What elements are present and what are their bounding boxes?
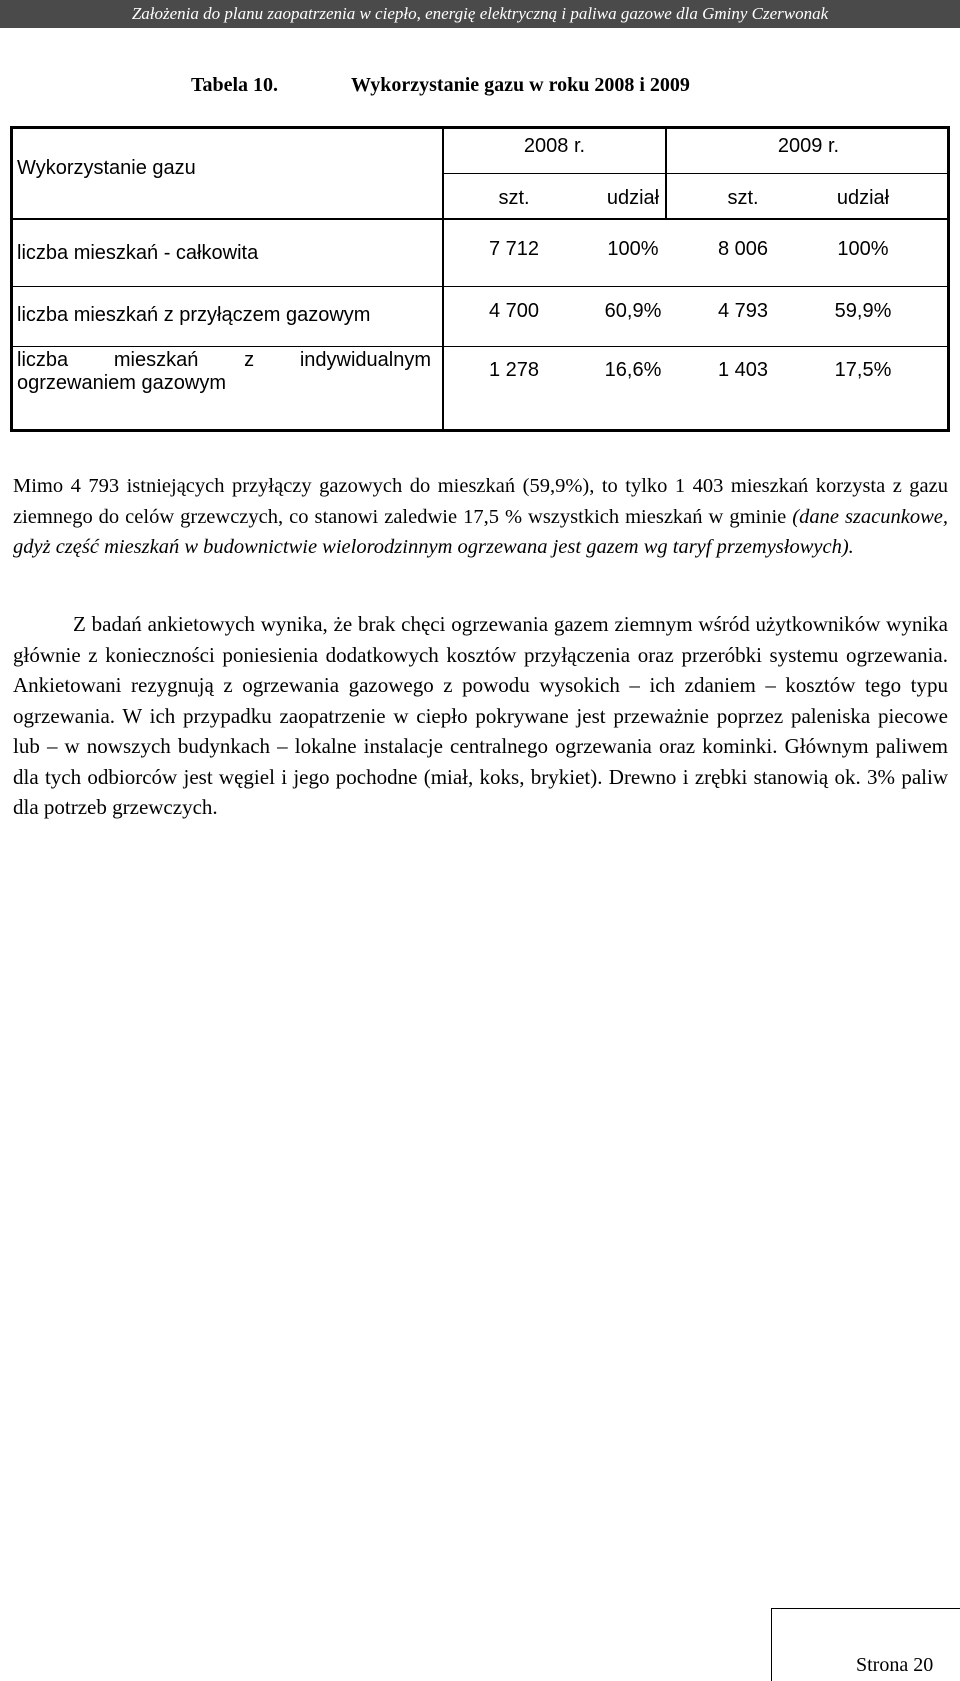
row-label-gas-connection: liczba mieszkań z przyłączem gazowym xyxy=(17,304,371,326)
paragraph-italic-note: (dane szacunkowe, gdyż część mieszkań w budownictwie wielorodzinnym ogrzewana jest gazem wg taryf przemysłowych). xyxy=(13,505,948,558)
row-label-line2: ogrzewaniem gazowym xyxy=(17,372,226,394)
footer-rule xyxy=(771,1608,960,1609)
row-label-total: liczba mieszkań - całkowita xyxy=(17,242,259,264)
row-label-gas-heating xyxy=(17,349,431,395)
row-label-line1: liczba mieszkań z indywidualnym xyxy=(17,349,431,371)
col-szt-2008: szt. xyxy=(498,187,530,209)
paragraph-normal-text: Mimo 4 793 istniejących przyłączy gazowych do mieszkań (59,9%), to tylko 1 403 mieszkań korzysta z gazu ziemnego do celów grzewczych, co stanowi zaledwie 17,5 % wszystkich mieszkań w gminie xyxy=(13,475,948,528)
table-number: Tabela 10. xyxy=(191,74,279,96)
cell-szt-2009: 1 403 xyxy=(717,359,769,381)
cell-udzial-2009: 100% xyxy=(837,238,889,260)
footer-divider xyxy=(771,1608,772,1681)
paragraph-survey-results: Z badań ankietowych wynika, że brak chęci ogrzewania gazem ziemnym wśród użytkowników wynika głównie z konieczności poniesienia dodatkowych kosztów przyłączenia oraz przeróbki systemu ogrzewania. Ankietowani rezygnują z ogrzewania gazowego z powodu wysokich – ich zdaniem – kosztów tego typu ogrzewania. W ich przypadku zaopatrzenie w ciepło pokrywane jest przeważnie poprzez paleniska piecowe lub – w nowszych budynkach – lokalne instalacje centralnego ogrzewania oraz kominki. Głównym paliwem dla tych odbiorców jest węgiel i jego pochodne (miał, koks, brykiet). Drewno i zrębki stanowią ok. 3% paliw dla potrzeb grzewczych. xyxy=(13,612,948,819)
cell-szt-2009: 4 793 xyxy=(717,300,769,322)
row-header-label: Wykorzystanie gazu xyxy=(17,157,196,179)
page-number: Strona 20 xyxy=(856,1654,934,1676)
page-header: Założenia do planu zaopatrzenia w ciepło, energię elektryczną i paliwa gazowe dla Gminy Czerwonak xyxy=(0,0,960,28)
cell-udzial-2008: 100% xyxy=(607,238,659,260)
col-udzial-2009: udział xyxy=(836,187,890,209)
table-title: Wykorzystanie gazu w roku 2008 i 2009 xyxy=(351,74,690,96)
col-udzial-2008: udział xyxy=(606,187,660,209)
year-2008-header: 2008 r. xyxy=(523,135,586,157)
cell-szt-2009: 8 006 xyxy=(717,238,769,260)
gas-usage-table xyxy=(10,126,950,432)
cell-szt-2008: 1 278 xyxy=(488,359,540,381)
table-caption xyxy=(191,74,690,97)
col-szt-2009: szt. xyxy=(727,187,759,209)
cell-udzial-2008: 16,6% xyxy=(604,359,662,381)
cell-udzial-2008: 60,9% xyxy=(604,300,662,322)
cell-udzial-2009: 17,5% xyxy=(834,359,892,381)
year-2009-header: 2009 r. xyxy=(777,135,840,157)
paragraph-gas-connections xyxy=(13,471,948,563)
cell-szt-2008: 4 700 xyxy=(488,300,540,322)
cell-szt-2008: 7 712 xyxy=(488,238,540,260)
cell-udzial-2009: 59,9% xyxy=(834,300,892,322)
